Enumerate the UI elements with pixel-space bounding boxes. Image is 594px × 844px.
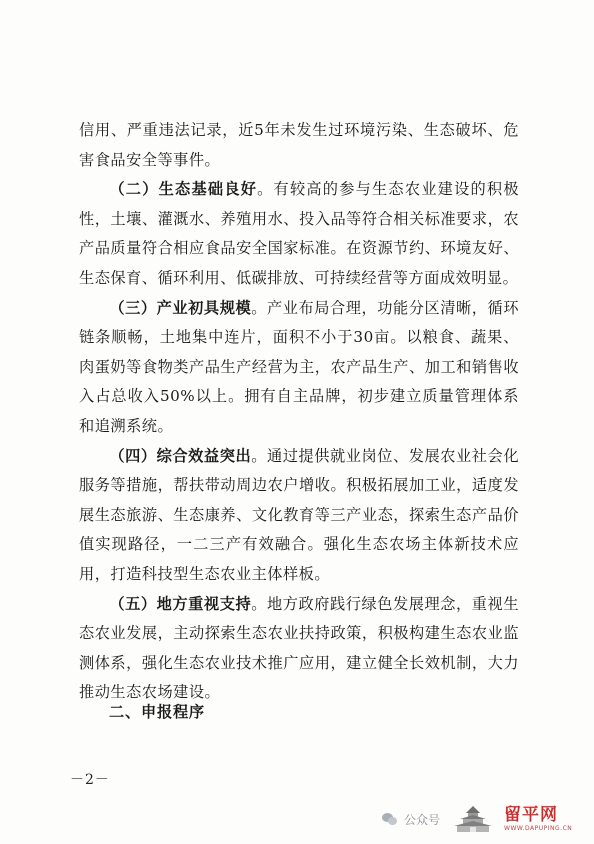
watermark-label: 公众号	[404, 812, 441, 827]
item-body-3: 。产业布局合理，功能分区清晰，循环链条顺畅，土地集中连片，面积不小于30亩。以粮食、蔬果、肉蛋奶等食物类产品生产经营为主，农产品生产、加工和销售收入占总收入50%以上。拥有自主品牌，初步建立质量管理体系和追溯系统。	[79, 298, 520, 435]
watermark-brand-name: 留平网	[504, 804, 559, 825]
watermark	[382, 804, 572, 834]
section-title: 二、申报程序	[109, 703, 205, 721]
item-body-2: 。有较高的参与生态农业建设的积极性，土壤、灌溉水、养殖用水、投入品等符合相关标准要求，农产品质量符合相应食品安全国家标准。在资源节约、环境友好、生态保育、循环利用、低碳排放、可持续经营等方面成效明显。	[79, 180, 520, 287]
page-number: －2－	[70, 772, 110, 788]
document-body	[79, 116, 519, 708]
watermark-brand	[504, 804, 573, 832]
item-heading-5: （五）地方重视支持	[109, 594, 252, 613]
item-paragraph-2	[79, 175, 519, 293]
wechat-icon	[382, 812, 398, 826]
item-heading-4: （四）综合效益突出	[109, 446, 252, 465]
item-body-5: 。地方政府践行绿色发展理念，重视生态农业发展，主动探索生态农业扶持政策，积极构建生态农业监测体系，强化生态农业技术推广应用，建立健全长效机制，大力推动生态农场建设。	[79, 594, 520, 702]
item-heading-2: （二）生态基础良好	[109, 180, 258, 199]
item-heading-3: （三）产业初具规模	[109, 298, 252, 317]
item-paragraph-3	[79, 294, 519, 442]
item-body-4: 。通过提供就业岗位、发展农业社会化服务等措施，帮扶带动周边农户增收。积极拓展加工业，适度发展生态旅游、生态康养、文化教育等三产业态，探索生态产品价值实现路径，一二三产有效融合。强化生态农场主体新技术应用，打造科技型生态农业主体样板。	[79, 446, 520, 583]
continuation-paragraph: 信用、严重违法记录，近5年未发生过环境污染、生态破坏、危害食品安全等事件。	[79, 121, 519, 169]
watermark-brand-url: WWW.DAPUPING.CN	[504, 824, 573, 832]
item-paragraph-4	[79, 442, 519, 590]
pagoda-logo-icon	[448, 804, 498, 834]
item-paragraph-5	[79, 590, 519, 708]
